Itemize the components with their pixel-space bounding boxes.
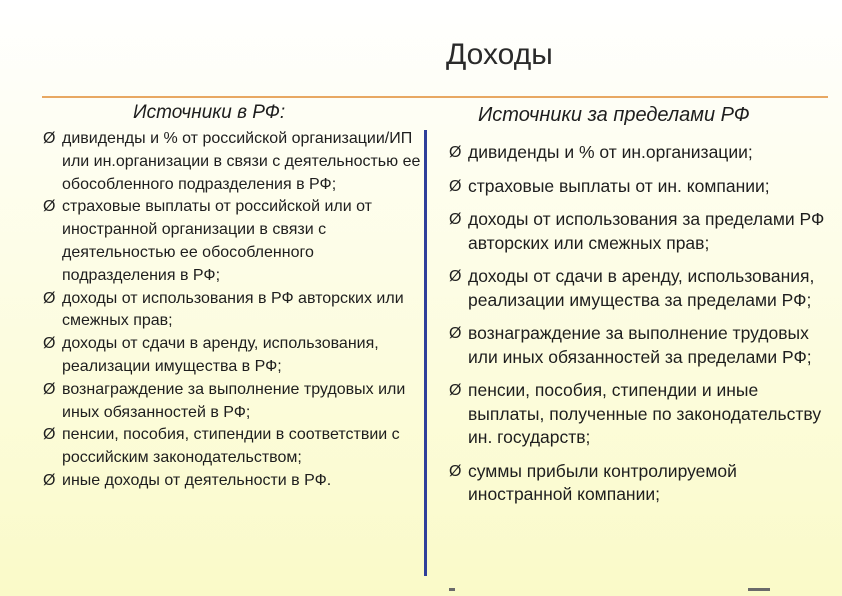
arrow-bullet-icon: Ø: [449, 211, 462, 228]
list-item: Ø суммы прибыли контролируемой иностранной компании;: [449, 460, 737, 504]
list-item: Ø страховые выплаты от ин. компании;: [449, 175, 834, 199]
list-item: Ø дивиденды и % от российской организации/ИП или ин.организации в связи с деятельностью ее обособленного подразделения в РФ;: [43, 130, 421, 193]
foreign-sources-list: [449, 141, 834, 517]
list-item: Ø доходы от использования за пределами РФ авторских или смежных прав;: [449, 209, 825, 253]
arrow-bullet-icon: Ø: [43, 426, 56, 444]
arrow-bullet-icon: Ø: [43, 471, 56, 489]
title-underline: [42, 96, 828, 98]
list-item: Ø иные доходы от деятельности в РФ.: [43, 470, 421, 493]
list-item: Ø доходы от сдачи в аренду, использования, реализации имущества за пределами РФ;: [449, 266, 815, 310]
domestic-sources-list: [43, 128, 421, 493]
list-item: Ø доходы от сдачи в аренду, использования, реализации имущества в РФ;: [43, 335, 379, 375]
list-item: Ø вознаграждение за выполнение трудовых или иных обязанностей в РФ;: [43, 380, 406, 421]
arrow-bullet-icon: Ø: [43, 380, 56, 398]
page-title: Доходы: [446, 38, 553, 71]
right-column-heading: Источники за пределами РФ: [478, 104, 750, 126]
arrow-bullet-icon: Ø: [449, 462, 462, 480]
arrow-bullet-icon: Ø: [43, 289, 56, 307]
clipped-text-fragment: [748, 588, 770, 591]
list-item: Ø доходы от использования в РФ авторских или смежных прав;: [43, 289, 404, 330]
arrow-bullet-icon: Ø: [43, 198, 56, 216]
arrow-bullet-icon: Ø: [43, 335, 56, 353]
list-item: Ø дивиденды и % от ин.организации;: [449, 141, 834, 165]
arrow-bullet-icon: Ø: [43, 130, 56, 147]
arrow-bullet-icon: Ø: [449, 144, 462, 161]
left-column-heading: Источники в РФ:: [133, 102, 286, 123]
arrow-bullet-icon: Ø: [449, 325, 462, 342]
arrow-bullet-icon: Ø: [449, 382, 462, 399]
arrow-bullet-icon: Ø: [449, 268, 462, 285]
clipped-text-fragment: [449, 588, 455, 591]
list-item: Ø пенсии, пособия, стипендии и иные выплаты, полученные по законодательству ин. государств;: [449, 380, 822, 447]
column-divider: [424, 130, 427, 576]
list-item: Ø вознаграждение за выполнение трудовых или иных обязанностей за пределами РФ;: [449, 323, 812, 367]
list-item: Ø пенсии, пособия, стипендии в соответствии с российским законодательством;: [43, 426, 400, 467]
list-item: Ø страховые выплаты от российской или от иностранной организации в связи с деятельностью ее обособленного подразделения в РФ;: [43, 198, 372, 284]
arrow-bullet-icon: Ø: [449, 177, 462, 195]
